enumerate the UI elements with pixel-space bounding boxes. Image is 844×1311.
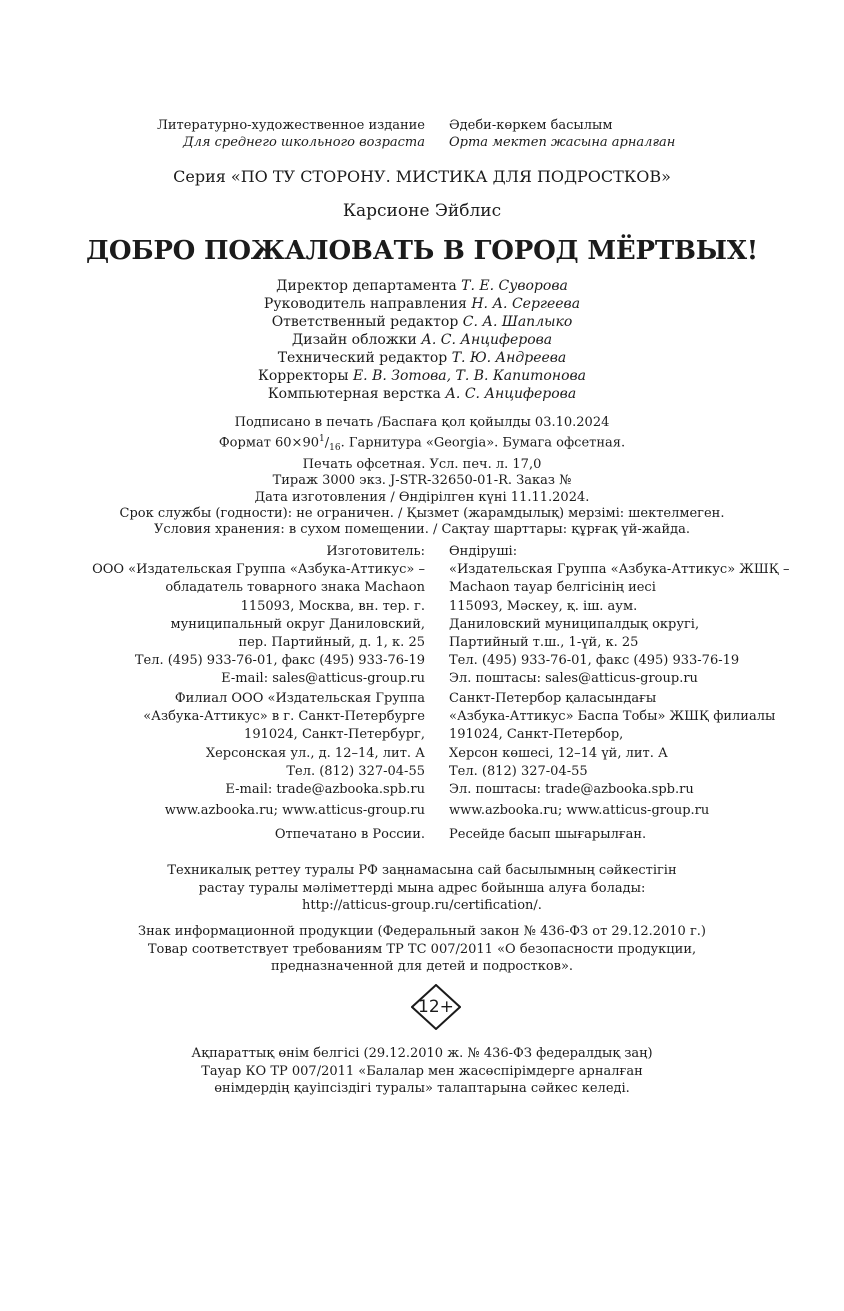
info-sign-ru-line: Товар соответствует требованиям ТР ТС 007/2011 «О безопасности продукции, bbox=[147, 941, 697, 957]
manufacturer-kz-line: Эл. поштасы: sales@atticus-group.ru bbox=[449, 671, 698, 687]
staff-line: Директор департамента Т. Е. Суворова bbox=[276, 278, 568, 294]
edition-type-kz-main: Әдеби-көркем басылым bbox=[449, 118, 613, 133]
branch-kz-line: Эл. поштасы: trade@azbooka.spb.ru bbox=[449, 782, 694, 798]
branch-ru-line: Херсонская ул., д. 12–14, лит. А bbox=[205, 745, 425, 761]
branch-ru-line: E-mail: trade@azbooka.spb.ru bbox=[225, 782, 425, 798]
imprint-block bbox=[0, 415, 844, 539]
branch-kz-line: Санкт-Петербор қаласындағы bbox=[449, 691, 657, 706]
imprint-service-life: Срок службы (годности): не ограничен. / Қызмет (жарамдылық) мерзімі: шектелмеген. bbox=[119, 505, 725, 521]
edition-type-ru-sub: Для среднего школьного возраста bbox=[183, 135, 425, 150]
website-kz: www.azbooka.ru; www.atticus-group.ru bbox=[449, 803, 710, 818]
edition-type-kz-sub: Орта мектеп жасына арналған bbox=[449, 135, 676, 150]
branch-kz-line: «Азбука-Аттикус» Баспа Тобы» ЖШҚ филиалы bbox=[449, 709, 776, 725]
branch-kz bbox=[449, 690, 775, 799]
manufacturer-ru-line: ООО «Издательская Группа «Азбука-Аттикус» – bbox=[92, 562, 425, 578]
staff-line: Ответственный редактор С. А. Шаплыко bbox=[271, 314, 573, 330]
edition-type-kz bbox=[449, 117, 675, 151]
printed-in-ru: Отпечатано в России. bbox=[274, 827, 425, 842]
branch-ru-line: 191024, Санкт-Петербург, bbox=[244, 727, 425, 743]
manufacturer-ru-line: 115093, Москва, вн. тер. г. bbox=[240, 598, 425, 614]
manufacturer-ru bbox=[92, 543, 425, 689]
info-sign-kz-line: Ақпараттық өнім белгісі (29.12.2010 ж. № 436-ФЗ федералдық заң) bbox=[191, 1046, 653, 1061]
branch-ru-line: Тел. (812) 327-04-55 bbox=[286, 763, 425, 779]
imprint-format: Формат $60\times 90^1/_{16}$. Гарнитура «Georgia». Бумага офсетная. bbox=[218, 434, 626, 454]
branch-kz-line: Тел. (812) 327-04-55 bbox=[449, 763, 588, 779]
edition-type-ru bbox=[157, 117, 425, 151]
manufacturer-ru-line: пер. Партийный, д. 1, к. 25 bbox=[238, 635, 425, 651]
age-rating-badge bbox=[411, 984, 461, 1030]
info-sign-kz bbox=[0, 1045, 844, 1098]
website-ru: www.azbooka.ru; www.atticus-group.ru bbox=[164, 803, 425, 818]
staff-line: Технический редактор Т. Ю. Андреева bbox=[277, 350, 567, 366]
info-sign-ru-line: Знак информационной продукции (Федеральный закон № 436-ФЗ от 29.12.2010 г.) bbox=[138, 924, 706, 939]
manufacturer-kz-line: Тел. (495) 933-76-01, факс (495) 933-76-19 bbox=[449, 653, 740, 669]
branch-ru-line: Филиал ООО «Издательская Группа bbox=[174, 691, 425, 706]
series-name: Серия «ПО ТУ СТОРОНУ. МИСТИКА ДЛЯ ПОДРОСТКОВ» bbox=[173, 167, 671, 186]
printed-in-kz: Ресейде басып шығарылған. bbox=[449, 827, 647, 842]
imprint-circulation: Тираж 3000 экз. J-STR-32650-01-R. Заказ № bbox=[272, 473, 572, 489]
staff-credits bbox=[0, 277, 844, 403]
tech-regulation-line: Техникалық реттеу туралы РФ заңнамасына сай басылымның сәйкестігін bbox=[167, 863, 677, 878]
manufacturer-ru-line: Тел. (495) 933-76-01, факс (495) 933-76-19 bbox=[134, 653, 425, 669]
manufacturer-kz-line: Даниловский муниципалдық округі, bbox=[449, 616, 700, 632]
manufacturer-kz-line: Партийный т.ш., 1-үй, к. 25 bbox=[449, 635, 639, 651]
tech-regulation-kz bbox=[0, 862, 844, 915]
imprint-signed: Подписано в печать /Баспаға қол қойылды 03.10.2024 bbox=[234, 415, 610, 430]
staff-line: Дизайн обложки А. С. Анциферова bbox=[291, 332, 553, 348]
manufacturer-kz-line: Өндіруші: bbox=[449, 544, 518, 559]
manufacturer-kz bbox=[449, 543, 789, 689]
manufacturer-kz-line: Machaon тауар белгісінің иесі bbox=[449, 580, 656, 596]
age-rating-label: 12+ bbox=[418, 997, 454, 1017]
manufacturer-ru-line: муниципальный округ Даниловский, bbox=[170, 616, 425, 632]
branch-kz-line: 191024, Санкт-Петербор, bbox=[449, 727, 624, 743]
staff-line: Компьютерная верстка А. С. Анциферова bbox=[267, 386, 577, 402]
info-sign-ru-line: предназначенной для детей и подростков». bbox=[270, 959, 574, 974]
branch-ru bbox=[143, 690, 425, 799]
manufacturer-ru-line: E-mail: sales@atticus-group.ru bbox=[221, 671, 425, 687]
imprint-storage: Условия хранения: в сухом помещении. / Сақтау шарттары: құрғақ үй-жайда. bbox=[153, 522, 691, 538]
certification-link: http://atticus-group.ru/certification/. bbox=[302, 898, 542, 913]
info-sign-ru bbox=[0, 923, 844, 976]
manufacturer-kz-line: 115093, Мәскеу, қ. іш. аум. bbox=[449, 598, 638, 614]
imprint-print: Печать офсетная. Усл. печ. л. 17,0 bbox=[302, 456, 542, 472]
manufacturer-ru-line: обладатель товарного знака Machaon bbox=[165, 580, 425, 596]
tech-regulation-line: растау туралы мәліметтерді мына адрес бойынша алуға болады: bbox=[198, 880, 646, 896]
staff-line: Руководитель направления Н. А. Сергеева bbox=[263, 296, 581, 312]
edition-type-ru-main: Литературно-художественное издание bbox=[157, 118, 425, 133]
author-name: Карсионе Эйблис bbox=[342, 201, 502, 221]
manufacturer-ru-line: Изготовитель: bbox=[326, 544, 425, 559]
book-title: ДОБРО ПОЖАЛОВАТЬ В ГОРОД МЁРТВЫХ! bbox=[85, 236, 759, 266]
info-sign-kz-line: өнімдердің қауіпсіздігі туралы» талаптарына сәйкес келеді. bbox=[214, 1081, 630, 1096]
branch-ru-line: «Азбука-Аттикус» в г. Санкт-Петербурге bbox=[143, 709, 425, 725]
staff-line: Корректоры Е. В. Зотова, Т. В. Капитонова bbox=[257, 368, 587, 384]
manufacturer-kz-line: «Издательская Группа «Азбука-Аттикус» ЖШҚ – bbox=[449, 562, 790, 578]
info-sign-kz-line: Тауар КО ТР 007/2011 «Балалар мен жасөспірімдерге арналған bbox=[201, 1063, 643, 1079]
imprint-made-date: Дата изготовления / Өндірілген күні 11.11.2024. bbox=[254, 489, 590, 505]
branch-kz-line: Херсон көшесі, 12–14 үй, лит. А bbox=[449, 745, 668, 761]
